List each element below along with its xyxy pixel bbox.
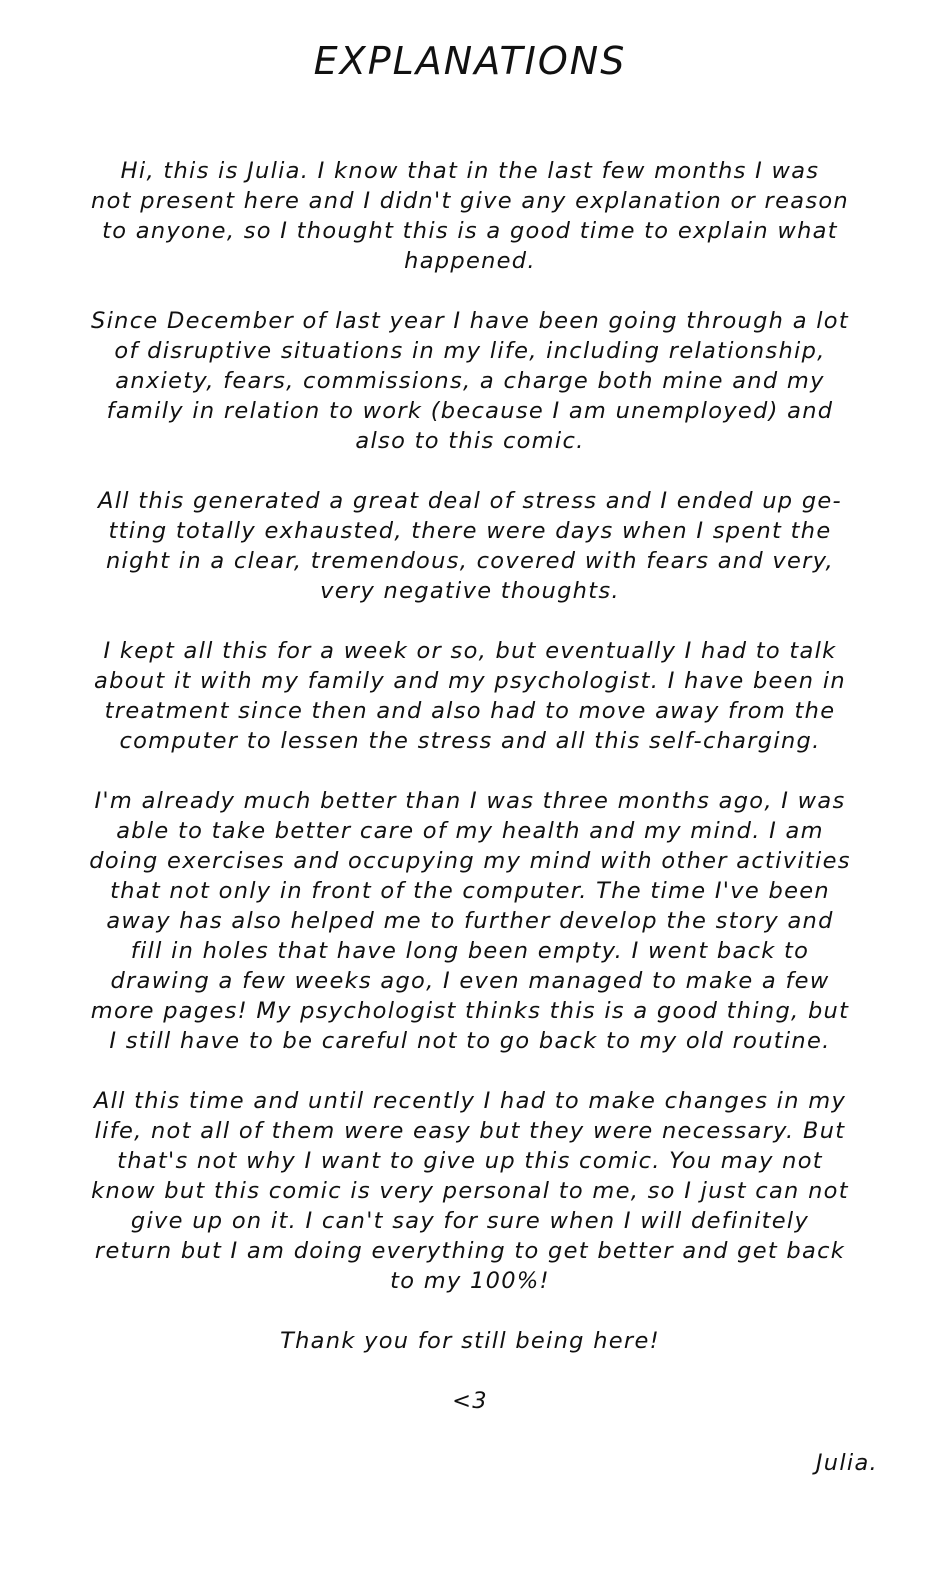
signature: Julia. <box>815 1450 878 1476</box>
paragraph-situations: Since December of last year I have been going through a lot of disruptive situations in my life, including relationship, anxiety, fears, commissions, a charge both mine and my family in relation to work (because I am unemployed) and also to this comic. <box>91 308 849 454</box>
paragraph-progress: I'm already much better than I was three months ago, I was able to take better care of my health and my mind. I am doing exercises and occupying my mind with other activities that not only in front of the computer. The time I've been away has also helped me to further develop the story and fill in holes that have long been empty. I went back to drawing a few weeks ago, I even managed to make a few more pages! My psychologist thinks this is a good thing, but I still have to be careful not to go back to my old routine. <box>89 788 851 1054</box>
paragraph-changes: All this time and until recently I had to make changes in my life, not all of them were easy but they were necessary. But that's not why I want to give up this comic. You may not know but this comic is very personal to me, so I just can not give up on it. I can't say for sure when I will definitely return but I am doing everything to get better and get back to my 100%! <box>91 1088 849 1294</box>
paragraph-intro: Hi, this is Julia. I know that in the last few months I was not present here and I didn't give any explanation or reason to anyone, so I thought this is a good time to explain what happened. <box>91 158 849 274</box>
paragraph-treatment: I kept all this for a week or so, but eventually I had to talk about it with my family and my psychologist. I have been in treatment since then and also had to move away from the computer to lessen the stress and all this self-charging. <box>94 638 846 754</box>
heart-emoticon: <3 <box>452 1388 488 1414</box>
paragraph-stress: All this generated a great deal of stress and I ended up ge- tting totally exhausted, there were days when I spent the night in a clear, tremendous, covered with fears and very, very negative thoughts. <box>98 488 842 604</box>
letter-body <box>48 156 892 1446</box>
paragraph-thanks: Thank you for still being here! <box>280 1328 660 1354</box>
page-title: EXPLANATIONS <box>313 39 627 83</box>
